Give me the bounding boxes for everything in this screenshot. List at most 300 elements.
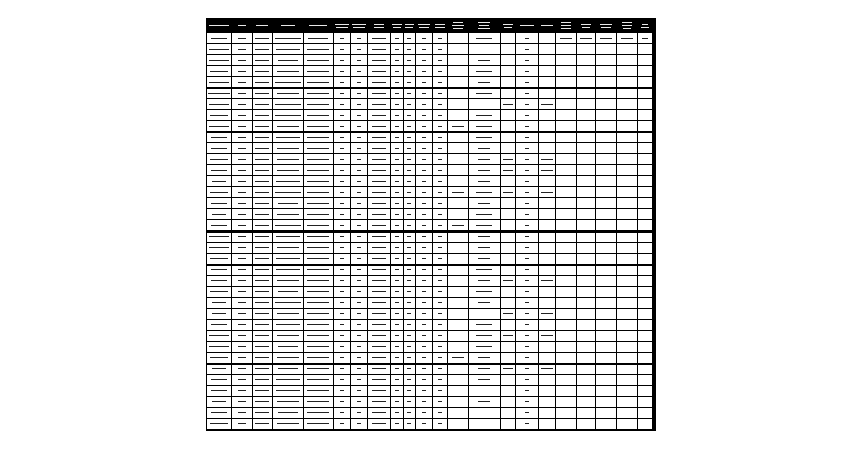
cell-text-line (422, 71, 426, 72)
table-cell (207, 386, 231, 396)
table-cell (253, 331, 271, 341)
cell-text-line (438, 346, 442, 347)
cell-text (275, 38, 301, 39)
table-cell (501, 143, 515, 153)
table-cell (617, 187, 637, 197)
table-cell (368, 66, 390, 76)
cell-text (255, 423, 269, 424)
table-cell (404, 287, 416, 297)
cell-text (307, 401, 329, 402)
cell-text (438, 390, 442, 391)
table-cell (351, 265, 367, 275)
cell-text (478, 357, 490, 358)
table-cell (617, 165, 637, 175)
cell-text-line (277, 313, 299, 314)
cell-text (210, 357, 228, 358)
cell-text-line (255, 225, 269, 226)
cell-text-line (308, 38, 328, 39)
table-cell (596, 342, 616, 352)
table-cell (596, 375, 616, 385)
table-cell (469, 33, 500, 43)
table-cell (273, 220, 304, 230)
cell-text-line (438, 38, 442, 39)
table-cell (416, 287, 432, 297)
table-cell (334, 331, 350, 341)
cell-text-line (422, 291, 426, 292)
cell-text (275, 302, 301, 303)
table-cell (368, 408, 390, 418)
table-cell (391, 331, 403, 341)
cell-text (307, 104, 329, 105)
cell-text-line (525, 192, 529, 193)
table-cell (539, 276, 555, 286)
header-text-line (582, 27, 590, 28)
table-cell (232, 88, 252, 98)
cell-text (238, 159, 246, 160)
cell-text (438, 412, 442, 413)
table-cell (433, 265, 447, 275)
cell-text (395, 379, 399, 380)
cell-text (395, 324, 399, 325)
cell-text-line (541, 280, 553, 281)
cell-text-line (277, 247, 299, 248)
table-cell (207, 165, 231, 175)
cell-text (395, 302, 399, 303)
table-cell (448, 309, 468, 319)
cell-text (308, 38, 328, 39)
cell-text (407, 269, 411, 270)
header-text-line (405, 24, 415, 25)
cell-text-line (209, 126, 229, 127)
table-cell (334, 364, 350, 374)
cell-text (307, 192, 329, 193)
table-cell (253, 220, 271, 230)
cell-text (255, 170, 269, 171)
cell-text-line (255, 203, 269, 204)
table-cell (469, 154, 500, 164)
table-cell (539, 165, 555, 175)
table-cell (539, 265, 555, 275)
table-cell (469, 265, 500, 275)
cell-text-line (211, 203, 227, 204)
table-cell (638, 220, 652, 230)
cell-text-line (503, 313, 513, 314)
table-cell (207, 143, 231, 153)
table-cell (232, 55, 252, 65)
table-cell (416, 121, 432, 131)
table-cell (351, 298, 367, 308)
table-cell (516, 110, 538, 120)
cell-text-line (395, 82, 399, 83)
cell-text-line (407, 104, 411, 105)
cell-text-line (476, 291, 492, 292)
cell-text-line (503, 280, 513, 281)
cell-text-line (210, 192, 228, 193)
cell-text (340, 368, 344, 369)
table-cell (351, 99, 367, 109)
table-cell (433, 55, 447, 65)
table-cell (596, 77, 616, 87)
cell-text (238, 203, 246, 204)
cell-text (422, 82, 426, 83)
cell-text (525, 291, 529, 292)
cell-text-line (407, 390, 411, 391)
table-cell (469, 187, 500, 197)
table-cell (516, 375, 538, 385)
cell-text (422, 148, 426, 149)
cell-text (372, 324, 386, 325)
table-cell (638, 121, 652, 131)
cell-text-line (238, 126, 246, 127)
table-cell (368, 309, 390, 319)
cell-text (307, 423, 329, 424)
cell-text (395, 412, 399, 413)
table-cell (273, 265, 304, 275)
cell-text-line (478, 170, 490, 171)
cell-text (525, 423, 529, 424)
cell-text (478, 170, 490, 171)
table-cell (416, 309, 432, 319)
cell-text-line (278, 203, 298, 204)
cell-text (211, 280, 227, 281)
cell-text (438, 71, 442, 72)
cell-text (407, 302, 411, 303)
cell-text-line (307, 159, 329, 160)
table-cell (273, 254, 304, 264)
cell-text-line (255, 126, 269, 127)
cell-text-line (476, 269, 492, 270)
cell-text (238, 148, 246, 149)
table-cell (416, 364, 432, 374)
table-cell (232, 198, 252, 208)
table-cell (391, 55, 403, 65)
header-text (374, 24, 384, 28)
cell-text-line (307, 357, 329, 358)
cell-text (211, 38, 227, 39)
table-cell (501, 99, 515, 109)
table-cell (273, 44, 304, 54)
table-cell (638, 254, 652, 264)
cell-text (372, 115, 386, 116)
table-cell (448, 198, 468, 208)
cell-text (438, 170, 442, 171)
table-cell (501, 44, 515, 54)
header-text (452, 22, 464, 29)
cell-text (438, 126, 442, 127)
cell-text-line (395, 192, 399, 193)
cell-text-line (357, 280, 361, 281)
cell-text-line (525, 60, 529, 61)
table-cell (334, 397, 350, 407)
table-cell (351, 176, 367, 186)
cell-text (395, 38, 399, 39)
cell-text-line (407, 291, 411, 292)
cell-text-line (422, 170, 426, 171)
table-cell (469, 386, 500, 396)
table-cell (556, 353, 576, 363)
cell-text (307, 379, 329, 380)
cell-text (478, 401, 490, 402)
table-cell (516, 33, 538, 43)
cell-text (395, 60, 399, 61)
table-cell (617, 397, 637, 407)
table-cell (207, 298, 231, 308)
cell-text-line (395, 412, 399, 413)
table-cell (638, 232, 652, 242)
table-cell (501, 110, 515, 120)
cell-text (372, 159, 386, 160)
cell-text-line (525, 401, 529, 402)
header-text (309, 25, 327, 26)
cell-text-line (395, 390, 399, 391)
cell-text (238, 368, 246, 369)
table-cell (207, 66, 231, 76)
cell-text (238, 170, 246, 171)
header-text-line (478, 22, 490, 23)
cell-text-line (277, 280, 299, 281)
cell-text (372, 181, 386, 182)
table-cell (404, 176, 416, 186)
cell-text-line (340, 390, 344, 391)
cell-text (525, 104, 529, 105)
table-cell (253, 99, 271, 109)
cell-text (307, 324, 329, 325)
table-cell (448, 187, 468, 197)
table-cell (334, 44, 350, 54)
cell-text (357, 423, 361, 424)
cell-text-line (422, 214, 426, 215)
table-cell (469, 408, 500, 418)
table-cell (232, 298, 252, 308)
cell-text-line (340, 280, 344, 281)
table-cell (351, 55, 367, 65)
cell-text-line (438, 71, 442, 72)
cell-text (525, 148, 529, 149)
cell-text-line (407, 60, 411, 61)
cell-text (255, 148, 269, 149)
table-cell (416, 33, 432, 43)
cell-text (438, 203, 442, 204)
cell-text (277, 159, 299, 160)
table-cell (368, 342, 390, 352)
table-cell (539, 397, 555, 407)
cell-text (255, 115, 269, 116)
cell-text (407, 280, 411, 281)
cell-text-line (525, 313, 529, 314)
cell-text-line (395, 324, 399, 325)
cell-text (407, 236, 411, 237)
cell-text-line (357, 115, 361, 116)
cell-text-line (212, 313, 226, 314)
cell-text-line (278, 368, 298, 369)
cell-text (503, 313, 513, 314)
cell-text (357, 335, 361, 336)
table-cell (617, 419, 637, 429)
table-cell (207, 331, 231, 341)
column-header (334, 19, 350, 32)
table-cell (273, 132, 304, 142)
cell-text (277, 313, 299, 314)
table-cell (416, 276, 432, 286)
cell-text (357, 214, 361, 215)
cell-text (277, 280, 299, 281)
table-cell (334, 77, 350, 87)
cell-text (478, 379, 490, 380)
cell-text (340, 357, 344, 358)
cell-text-line (211, 280, 227, 281)
cell-text-line (277, 126, 299, 127)
table-cell (232, 243, 252, 253)
table-cell (577, 44, 595, 54)
table-cell (404, 143, 416, 153)
cell-text (209, 60, 229, 61)
cell-text (307, 126, 329, 127)
cell-text (211, 379, 227, 380)
cell-text (422, 181, 426, 182)
table-cell (273, 55, 304, 65)
table-cell (638, 110, 652, 120)
cell-text (340, 291, 344, 292)
cell-text (209, 335, 229, 336)
cell-text-line (255, 423, 269, 424)
cell-text-line (357, 258, 361, 259)
table-cell (334, 276, 350, 286)
cell-text-line (438, 368, 442, 369)
table-cell (577, 110, 595, 120)
cell-text-line (340, 82, 344, 83)
table-cell (469, 397, 500, 407)
cell-text-line (422, 302, 426, 303)
header-text (281, 25, 295, 26)
table-cell (516, 331, 538, 341)
table-cell (516, 55, 538, 65)
cell-text (525, 203, 529, 204)
cell-text-line (407, 302, 411, 303)
cell-text-line (525, 368, 529, 369)
cell-text (395, 181, 399, 182)
cell-text (395, 115, 399, 116)
cell-text (407, 203, 411, 204)
cell-text-line (395, 258, 399, 259)
table-cell (516, 132, 538, 142)
cell-text (580, 38, 592, 39)
cell-text-line (238, 71, 246, 72)
cell-text-line (275, 82, 301, 83)
table-cell (368, 209, 390, 219)
cell-text-line (255, 192, 269, 193)
cell-text-line (255, 412, 269, 413)
cell-text-line (525, 357, 529, 358)
cell-text (210, 291, 228, 292)
cell-text (476, 192, 492, 193)
table-cell (448, 33, 468, 43)
cell-text (357, 412, 361, 413)
table-cell (617, 386, 637, 396)
cell-text (357, 192, 361, 193)
cell-text-line (255, 93, 269, 94)
table-cell (577, 220, 595, 230)
cell-text-line (372, 214, 386, 215)
table-cell (469, 110, 500, 120)
cell-text (255, 225, 269, 226)
cell-text-line (372, 412, 386, 413)
cell-text (357, 60, 361, 61)
table-cell (232, 364, 252, 374)
cell-text-line (478, 280, 490, 281)
cell-text-line (407, 170, 411, 171)
cell-text-line (395, 214, 399, 215)
cell-text-line (238, 225, 246, 226)
table-cell (416, 265, 432, 275)
table-cell (334, 132, 350, 142)
table-cell (638, 243, 652, 253)
table-cell (273, 331, 304, 341)
cell-text-line (395, 181, 399, 182)
table-cell (577, 209, 595, 219)
table-cell (556, 419, 576, 429)
table-cell (448, 143, 468, 153)
table-cell (368, 243, 390, 253)
cell-text-line (503, 192, 513, 193)
table-cell (304, 99, 333, 109)
table-cell (253, 408, 271, 418)
table-cell (207, 154, 231, 164)
table-cell (617, 121, 637, 131)
cell-text (452, 357, 464, 358)
table-cell (416, 419, 432, 429)
table-cell (273, 408, 304, 418)
table-cell (556, 232, 576, 242)
cell-text (340, 104, 344, 105)
column-header (304, 19, 333, 32)
cell-text-line (407, 49, 411, 50)
cell-text-line (438, 280, 442, 281)
cell-text-line (478, 368, 490, 369)
cell-text (372, 335, 386, 336)
cell-text (478, 60, 490, 61)
table-cell (416, 110, 432, 120)
table-cell (617, 33, 637, 43)
table-cell (253, 265, 271, 275)
cell-text (357, 302, 361, 303)
cell-text-line (525, 82, 529, 83)
cell-text (395, 203, 399, 204)
table-cell (516, 66, 538, 76)
cell-text-line (340, 115, 344, 116)
header-text-line (478, 28, 490, 29)
table-cell (391, 209, 403, 219)
cell-text-line (212, 181, 226, 182)
table-cell (207, 132, 231, 142)
cell-text-line (238, 247, 246, 248)
cell-text (395, 192, 399, 193)
cell-text (340, 390, 344, 391)
cell-text-line (340, 324, 344, 325)
table-cell (391, 276, 403, 286)
cell-text-line (340, 214, 344, 215)
table-cell (469, 254, 500, 264)
cell-text (407, 137, 411, 138)
table-cell (304, 187, 333, 197)
cell-text (238, 324, 246, 325)
table-cell (404, 99, 416, 109)
table-cell (596, 110, 616, 120)
cell-text-line (212, 368, 226, 369)
cell-text-line (541, 170, 553, 171)
cell-text-line (340, 335, 344, 336)
cell-text (503, 368, 513, 369)
cell-text (541, 335, 553, 336)
